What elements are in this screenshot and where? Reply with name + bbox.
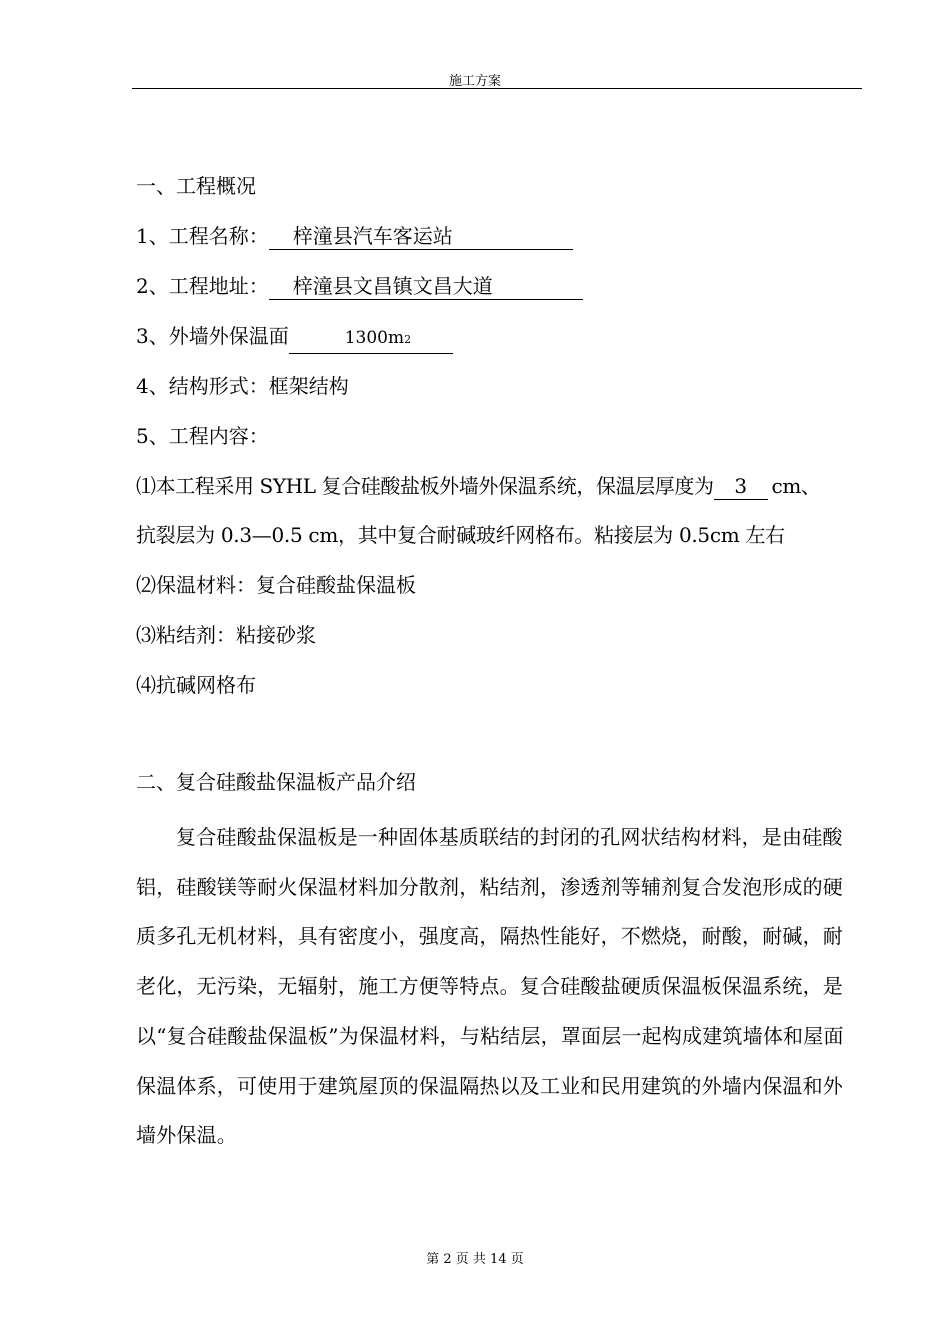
content-item-4: ⑷抗碱网格布: [136, 673, 256, 697]
insulation-area-line: [136, 323, 453, 354]
content-item-1-text-b: cm、: [771, 474, 821, 498]
insulation-area-value-box: [289, 325, 453, 354]
content-item-1-line1: [136, 473, 821, 500]
insulation-area-value: 1300m: [344, 328, 405, 348]
project-address-value: 梓潼县文昌镇文昌大道: [269, 273, 583, 300]
section1-heading: 一、工程概况: [136, 174, 256, 198]
header-rule: [132, 88, 862, 89]
insulation-thickness-value: 3: [714, 473, 768, 500]
section2-heading: 二、复合硅酸盐保温板产品介绍: [136, 770, 416, 794]
project-name-value: 梓潼县汽车客运站: [269, 223, 573, 250]
structure-form-line: 4、结构形式：框架结构: [136, 374, 349, 398]
project-name-line: [136, 223, 573, 250]
project-content-line: 5、工程内容：: [136, 424, 269, 448]
page-footer: 第 2 页 共 14 页: [426, 1252, 524, 1267]
product-intro-paragraph: 复合硅酸盐保温板是一种固体基质联结的封闭的孔网状结构材料，是由硅酸铝，硅酸镁等耐火保温材料加分散剂，粘结剂，渗透剂等辅剂复合发泡形成的硬质多孔无机材料，具有密度小，强度高，隔热性能好，不燃烧，耐酸，耐碱，耐老化，无污染，无辐射，施工方便等特点。复合硅酸盐硬质保温板保温系统，是以“复合硅酸盐保温板”为保温材料，与粘结层，罩面层一起构成建筑墙体和屋面保温体系，可使用于建筑屋顶的保温隔热以及工业和民用建筑的外墙内保温和外墙外保温。: [136, 825, 844, 1148]
content-item-2: ⑵保温材料：复合硅酸盐保温板: [136, 573, 416, 597]
insulation-area-unit-sup: 2: [404, 333, 412, 346]
content-item-1-text-a: ⑴本工程采用 SYHL 复合硅酸盐板外墙外保温系统，保温层厚度为: [136, 474, 714, 498]
insulation-area-label: 3、外墙外保温面: [136, 324, 289, 348]
project-name-label: 1、工程名称：: [136, 224, 269, 248]
content-item-3: ⑶粘结剂：粘接砂浆: [136, 623, 316, 647]
content-item-1-line2: 抗裂层为 0.3—0.5 cm，其中复合耐碱玻纤网格布。粘接层为 0.5cm 左右: [136, 523, 785, 547]
project-address-line: [136, 273, 583, 300]
page-header: 施工方案: [448, 74, 501, 89]
project-address-label: 2、工程地址：: [136, 274, 269, 298]
